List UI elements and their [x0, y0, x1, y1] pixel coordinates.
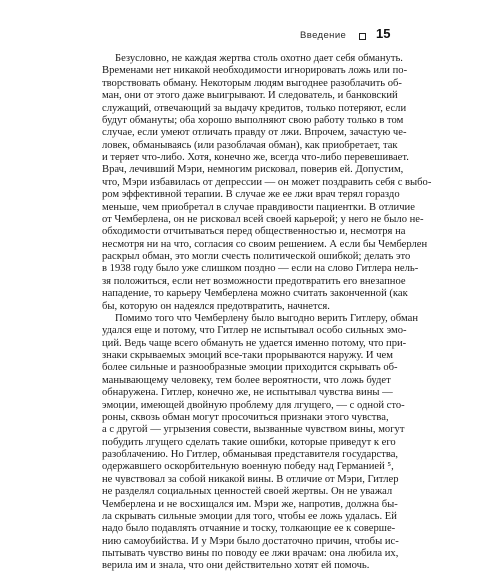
text-line: роны, сквозь обман могут просочиться признаки этого чувства,: [102, 411, 389, 423]
text-line: служащий, отвечающий за выдачу кредитов, только потеряют, если: [102, 102, 407, 114]
text-line: эмоции, имеющей двойную проблему для лгущего, — с одной сто-: [102, 399, 405, 411]
text-line: верила им и знала, что они действительно хотят ей помочь.: [102, 560, 370, 572]
text-line: Врач, лечивший Мэри, немногим рисковал, поверив ей. Допустим,: [102, 164, 404, 176]
text-line: не разделял социальных ценностей своей жертвы. Он не уважал: [102, 486, 393, 498]
text-line: что, Мэри избавилась от депрессии — он может поздравить себя с выбо-: [102, 176, 432, 188]
text-line: ловек, обманываясь (или разоблачая обман), как приобретает, так: [102, 139, 398, 151]
text-line: нию самоубийства. И у Мэри было достаточно причин, чтобы ис-: [102, 535, 399, 547]
text-line: Временами нет никакой необходимости игнорировать ложь или по-: [102, 65, 408, 77]
text-line: Безусловно, не каждая жертва столь охотно дает себя обмануть.: [115, 53, 403, 64]
running-head-section: Введение: [300, 30, 347, 41]
text-line: пытывать чувство вины по поводу ее лжи врачам: она любила их,: [102, 548, 399, 559]
page-number: 15: [376, 26, 391, 41]
text-line: Помимо того что Чемберлену было выгодно верить Гитлеру, обман: [115, 312, 419, 324]
text-line: Чемберлена и не восхищался им. Мэри же, напротив, должна бы-: [102, 498, 398, 510]
text-line: зя положиться, если нет возможности предотвратить его внезапное: [102, 275, 406, 287]
text-line: более сильные и разнообразные эмоции приходится скрывать об-: [102, 362, 398, 374]
text-line: удался еще и потому, что Гитлер не испытывал особо сильных эмо-: [102, 325, 407, 337]
text-line: раскрыл обман, это могли счесть политической ошибкой; делать это: [102, 251, 411, 262]
text-line: бы, которую он надеялся предотвратить, начнется.: [102, 300, 330, 312]
text-line: творствовать обману. Некоторым людям выгоднее разоблачить об-: [102, 77, 402, 89]
text-line: ром эффективной терапии. В случае же ее лжи врач терял гораздо: [102, 189, 400, 201]
text-line: ман, они от этого даже выигрывают. И следователь, и банковский: [102, 90, 398, 102]
text-line: манывающему человеку, тем более вероятности, что ложь будет: [102, 374, 391, 386]
text-line: и теряет что-либо. Хотя, конечно же, всегда что-либо перевешивает.: [102, 152, 409, 163]
text-line: разоблачению. Но Гитлер, обманывая представителя государства,: [102, 449, 399, 460]
body-text: [102, 53, 432, 573]
text-line: ций. Ведь чаще всего обмануть не удается именно потому, что при-: [102, 337, 407, 349]
text-line: обнаружена. Гитлер, конечно же, не испытывал чувства вины —: [102, 387, 393, 399]
square-ornament-icon: [359, 33, 366, 40]
text-line: а с другой — угрызения совести, вызванные чувством вины, могут: [102, 424, 405, 436]
text-line: знаки скрываемых эмоций все-таки прорываются наружу. И чем: [102, 350, 393, 361]
text-line: несмотря ни на что, согласия со своим решением. А если бы Чемберлен: [102, 238, 428, 250]
text-line: нападение, то карьеру Чемберлена можно считать законченной (как: [102, 288, 408, 300]
text-line: обходимости отчитываться перед общественностью и, несмотря на: [102, 226, 406, 238]
text-line: надо было подавлять отчаяние и тоску, толкающие ее к соверше-: [102, 523, 396, 535]
text-line: в 1938 году было уже слишком поздно — если на слово Гитлера нель-: [102, 263, 419, 275]
text-line: одержавшего оскорбительную военную победу над Германией ⁵,: [102, 461, 394, 473]
text-line: случае, если умеют отличать правду от лжи. Впрочем, зачастую че-: [102, 127, 407, 139]
text-line: от Чемберлена, он не рисковал всей своей карьерой; у него не было не-: [102, 213, 424, 225]
text-line: не чувствовал за собой никакой вины. В отличие от Мэри, Гитлер: [102, 473, 399, 485]
text-line: меньше, чем приобретал в случае правдивости пациентки. В отличие: [102, 201, 415, 213]
text-line: побудить лгущего сделать такие ошибки, которые приведут к его: [102, 436, 396, 448]
text-line: будут обмануты; оба хорошо выполняют свою работу только в том: [102, 114, 404, 126]
text-line: ла скрывать сильные эмоции для того, чтобы ее ложь удалась. Ей: [102, 510, 397, 522]
